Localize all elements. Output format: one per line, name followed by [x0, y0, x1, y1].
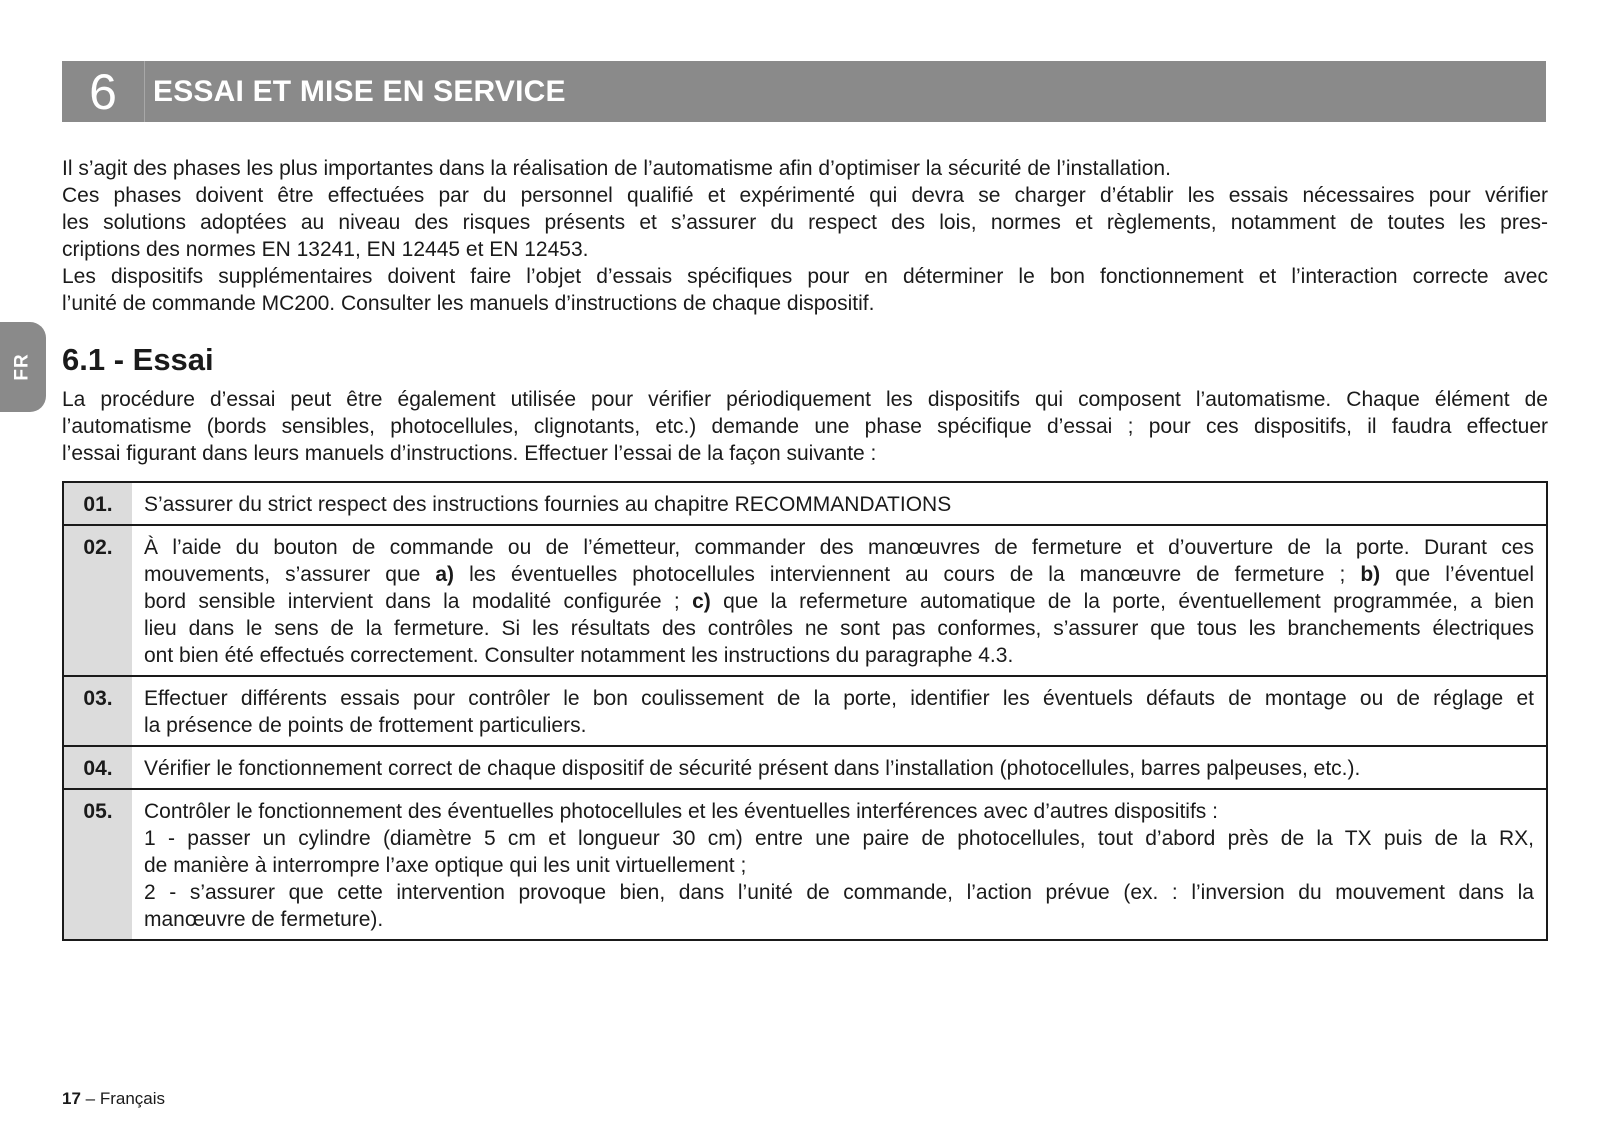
step-text-segment: mouvements, s’assurer que — [144, 563, 436, 586]
step-line: Contrôler le fonctionnement des éventuelles photocellules et les éventuelles interférences avec d’autres dispositifs : — [144, 800, 1218, 823]
step-text — [132, 789, 1547, 940]
step-text-segment: bord sensible intervient dans la modalité configurée ; — [144, 590, 693, 613]
page-number: 17 — [62, 1089, 81, 1108]
step-option-label: a) — [435, 563, 455, 586]
page-footer — [62, 1089, 165, 1109]
chapter-number: 6 — [62, 61, 145, 122]
step-row — [63, 746, 1547, 789]
step-line: de manière à interrompre l’axe optique qui les unit virtuellement ; — [144, 854, 747, 877]
intro-paragraph-3-line-2: l’unité de commande MC200. Consulter les manuels d’instructions de chaque dispositif. — [62, 292, 875, 315]
step-line: 1 - passer un cylindre (diamètre 5 cm et longueur 30 cm) entre une paire de photocellules, tout d’abord près de la TX puis de la RX, — [144, 827, 1534, 850]
step-line: À l’aide du bouton de commande ou de l’émetteur, commander des manœuvres de fermeture et d’ouverture de la porte. Durant ces — [144, 536, 1534, 559]
step-line: ont bien été effectués correctement. Consulter notamment les instructions du paragraphe 4.3. — [144, 644, 1014, 667]
intro-paragraph-2-line-1: Ces phases doivent être effectuées par du personnel qualifié et expérimenté qui devra se charger d’établir les essais nécessaires pour vérifier — [62, 184, 1548, 207]
language-tab — [0, 322, 46, 412]
chapter-header — [62, 61, 1546, 122]
step-line: la présence de points de frottement particuliers. — [144, 714, 587, 737]
step-line — [144, 588, 1534, 615]
section-intro-line-3: l’essai figurant dans leurs manuels d’instructions. Effectuer l’essai de la façon suivante : — [62, 442, 877, 465]
section-intro — [62, 386, 1548, 467]
step-option-label: c) — [692, 590, 711, 613]
language-tab-label: FR — [11, 353, 33, 381]
step-row — [63, 676, 1547, 746]
step-line: manœuvre de fermeture). — [144, 908, 384, 931]
step-number: 04. — [63, 746, 132, 789]
step-number: 03. — [63, 676, 132, 746]
step-row — [63, 482, 1547, 525]
step-text-segment: que la refermeture automatique de la porte, éventuellement programmée, a bien — [710, 590, 1535, 613]
section-title: 6.1 - Essai — [62, 342, 214, 377]
intro-paragraph-2-line-2: les solutions adoptées au niveau des risques présents et s’assurer du respect des lois, normes et règlements, notamment de toutes les pres- — [62, 211, 1548, 234]
step-row — [63, 789, 1547, 940]
step-line — [144, 561, 1534, 588]
section-intro-line-1: La procédure d’essai peut être également utilisée pour vérifier périodiquement les dispositifs qui composent l’automatisme. Chaque élément de — [62, 388, 1548, 411]
intro-paragraph-2-line-3: criptions des normes EN 13241, EN 12445 et EN 12453. — [62, 238, 589, 261]
step-text — [132, 525, 1547, 676]
step-number: 02. — [63, 525, 132, 676]
footer-separator: – — [80, 1089, 100, 1108]
step-text-segment: que l’éventuel — [1380, 563, 1534, 586]
footer-language: Français — [99, 1089, 166, 1108]
section-intro-line-2: l’automatisme (bords sensibles, photocellules, clignotants, etc.) demande une phase spécifique d’essai ; pour ces dispositifs, il faudra effectuer — [62, 415, 1548, 438]
step-text — [132, 676, 1547, 746]
step-text — [132, 746, 1547, 789]
step-line: 2 - s’assurer que cette intervention provoque bien, dans l’unité de commande, l’action prévue (ex. : l’inversion du mouvement dans la — [144, 881, 1534, 904]
intro-paragraph-1: Il s’agit des phases les plus importantes dans la réalisation de l’automatisme afin d’optimiser la sécurité de l’installation. — [62, 157, 1171, 180]
test-steps-table — [62, 481, 1548, 941]
step-number: 01. — [63, 482, 132, 525]
step-line: Vérifier le fonctionnement correct de chaque dispositif de sécurité présent dans l’installation (photocellules, barres palpeuses, etc.). — [144, 757, 1361, 780]
intro-paragraph-3-line-1: Les dispositifs supplémentaires doivent faire l’objet d’essais spécifiques pour en déterminer le bon fonctionnement et l’interaction correcte avec — [62, 265, 1548, 288]
step-option-label: b) — [1360, 563, 1381, 586]
step-line: Effectuer différents essais pour contrôler le bon coulissement de la porte, identifier les éventuels défauts de montage ou de réglage et — [144, 687, 1534, 710]
chapter-intro — [62, 155, 1548, 317]
step-text — [132, 482, 1547, 525]
step-line: S’assurer du strict respect des instructions fournies au chapitre RECOMMANDATIONS — [144, 493, 952, 516]
step-row — [63, 525, 1547, 676]
step-line: lieu dans le sens de la fermeture. Si les résultats des contrôles ne sont pas conformes, s’assurer que tous les branchements électriques — [144, 617, 1534, 640]
chapter-title: ESSAI ET MISE EN SERVICE — [153, 74, 566, 108]
step-number: 05. — [63, 789, 132, 940]
step-text-segment: les éventuelles photocellules interviennent au cours de la manœuvre de fermeture ; — [454, 563, 1361, 586]
